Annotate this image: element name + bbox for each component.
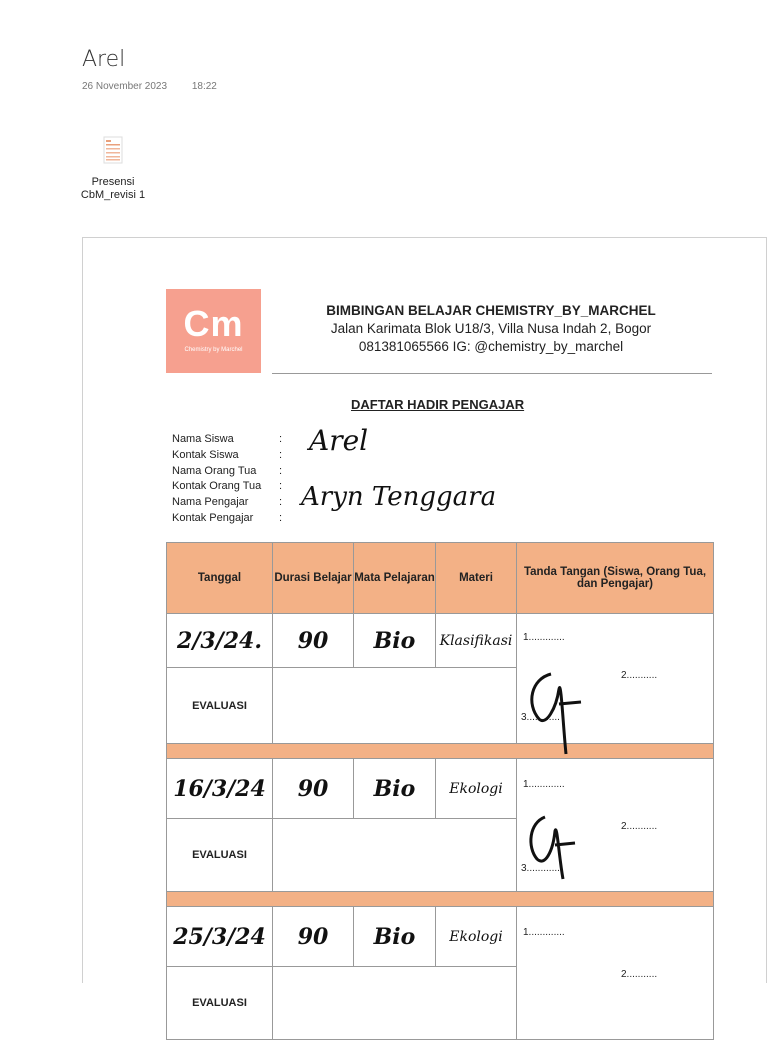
signature-cell: [517, 907, 714, 1040]
cell-tanggal: 25/3/24: [167, 907, 273, 967]
evaluasi-content: [273, 819, 517, 892]
table-row: [167, 907, 714, 967]
cell-materi: Ekologi: [436, 907, 517, 967]
cell-mapel: Bio: [354, 907, 436, 967]
evaluasi-content: [273, 967, 517, 1040]
logo-subtext: Chemistry by Marchel: [184, 347, 243, 353]
letterhead-divider: [272, 373, 712, 374]
header-durasi: Durasi Belajar: [273, 543, 354, 614]
field-row: Nama Siswa :: [172, 433, 283, 445]
note-time: 18:22: [191, 81, 217, 92]
letterhead-address: Jalan Karimata Blok U18/3, Villa Nusa Indah 2, Bogor: [330, 321, 652, 336]
evaluasi-label: EVALUASI: [167, 668, 273, 744]
sig-line-2: 2...........: [621, 821, 658, 832]
evaluasi-label: EVALUASI: [167, 819, 273, 892]
header-tanggal: Tanggal: [167, 543, 273, 614]
handwritten-student-name: Arel: [309, 424, 369, 457]
cell-durasi: 90: [273, 907, 354, 967]
logo-text: Cm: [183, 303, 244, 344]
header-materi: Materi: [436, 543, 517, 614]
header-tanda-tangan: Tanda Tangan (Siswa, Orang Tua, dan Pengajar): [517, 543, 714, 614]
sig-line-2: 2...........: [621, 969, 658, 980]
letterhead-contact: 081381065566 IG: @chemistry_by_marchel: [358, 339, 624, 354]
cell-durasi: 90: [273, 759, 354, 819]
evaluasi-content: [273, 668, 517, 744]
handwritten-teacher-name: Aryn Tenggara: [301, 482, 497, 512]
header-mapel: Mata Pelajaran: [354, 543, 436, 614]
signature-mark: [521, 664, 591, 754]
field-row: Nama Pengajar :: [172, 496, 283, 509]
field-row: Kontak Pengajar :: [172, 511, 283, 524]
signature-mark: [523, 811, 583, 881]
cell-mapel: Bio: [354, 614, 436, 668]
note-timestamp: [82, 81, 239, 92]
sig-line-3: 3............: [521, 863, 560, 874]
evaluasi-label: EVALUASI: [167, 967, 273, 1040]
cell-durasi: 90: [273, 614, 354, 668]
attachment-file[interactable]: [78, 136, 148, 202]
cell-tanggal: 2/3/24.: [167, 614, 273, 668]
note-date: 26 November 2023: [82, 81, 168, 92]
row-separator: [167, 744, 714, 759]
row-separator: [167, 892, 714, 907]
sig-line-3: 3............: [521, 712, 560, 723]
table-row: [167, 759, 714, 819]
field-row: Kontak Orang Tua :: [172, 480, 283, 493]
cell-tanggal: 16/3/24: [167, 759, 273, 819]
cell-materi: Klasifikasi: [436, 614, 517, 668]
document-icon: [102, 136, 124, 164]
field-row: Kontak Siswa :: [172, 448, 283, 461]
brand-logo: [166, 289, 261, 373]
letterhead-title: BIMBINGAN BELAJAR CHEMISTRY_BY_MARCHEL: [326, 303, 656, 318]
sig-line-1: 1.............: [523, 632, 565, 643]
sig-line-2: 2...........: [621, 670, 658, 681]
info-fields: [172, 432, 282, 527]
letterhead: [271, 303, 711, 354]
cell-materi: Ekologi: [436, 759, 517, 819]
signature-cell: [517, 614, 714, 744]
attendance-table: [166, 542, 714, 1040]
signature-cell: [517, 759, 714, 892]
field-row: Nama Orang Tua :: [172, 464, 283, 477]
document-heading: DAFTAR HADIR PENGAJAR: [351, 397, 525, 412]
cell-mapel: Bio: [354, 759, 436, 819]
table-row: [167, 614, 714, 668]
sig-line-1: 1.............: [523, 927, 565, 938]
note-title: Arel: [82, 47, 126, 72]
sig-line-1: 1.............: [523, 779, 565, 790]
attachment-label: Presensi CbM_revisi 1: [80, 176, 146, 201]
document-preview[interactable]: [82, 237, 767, 1009]
